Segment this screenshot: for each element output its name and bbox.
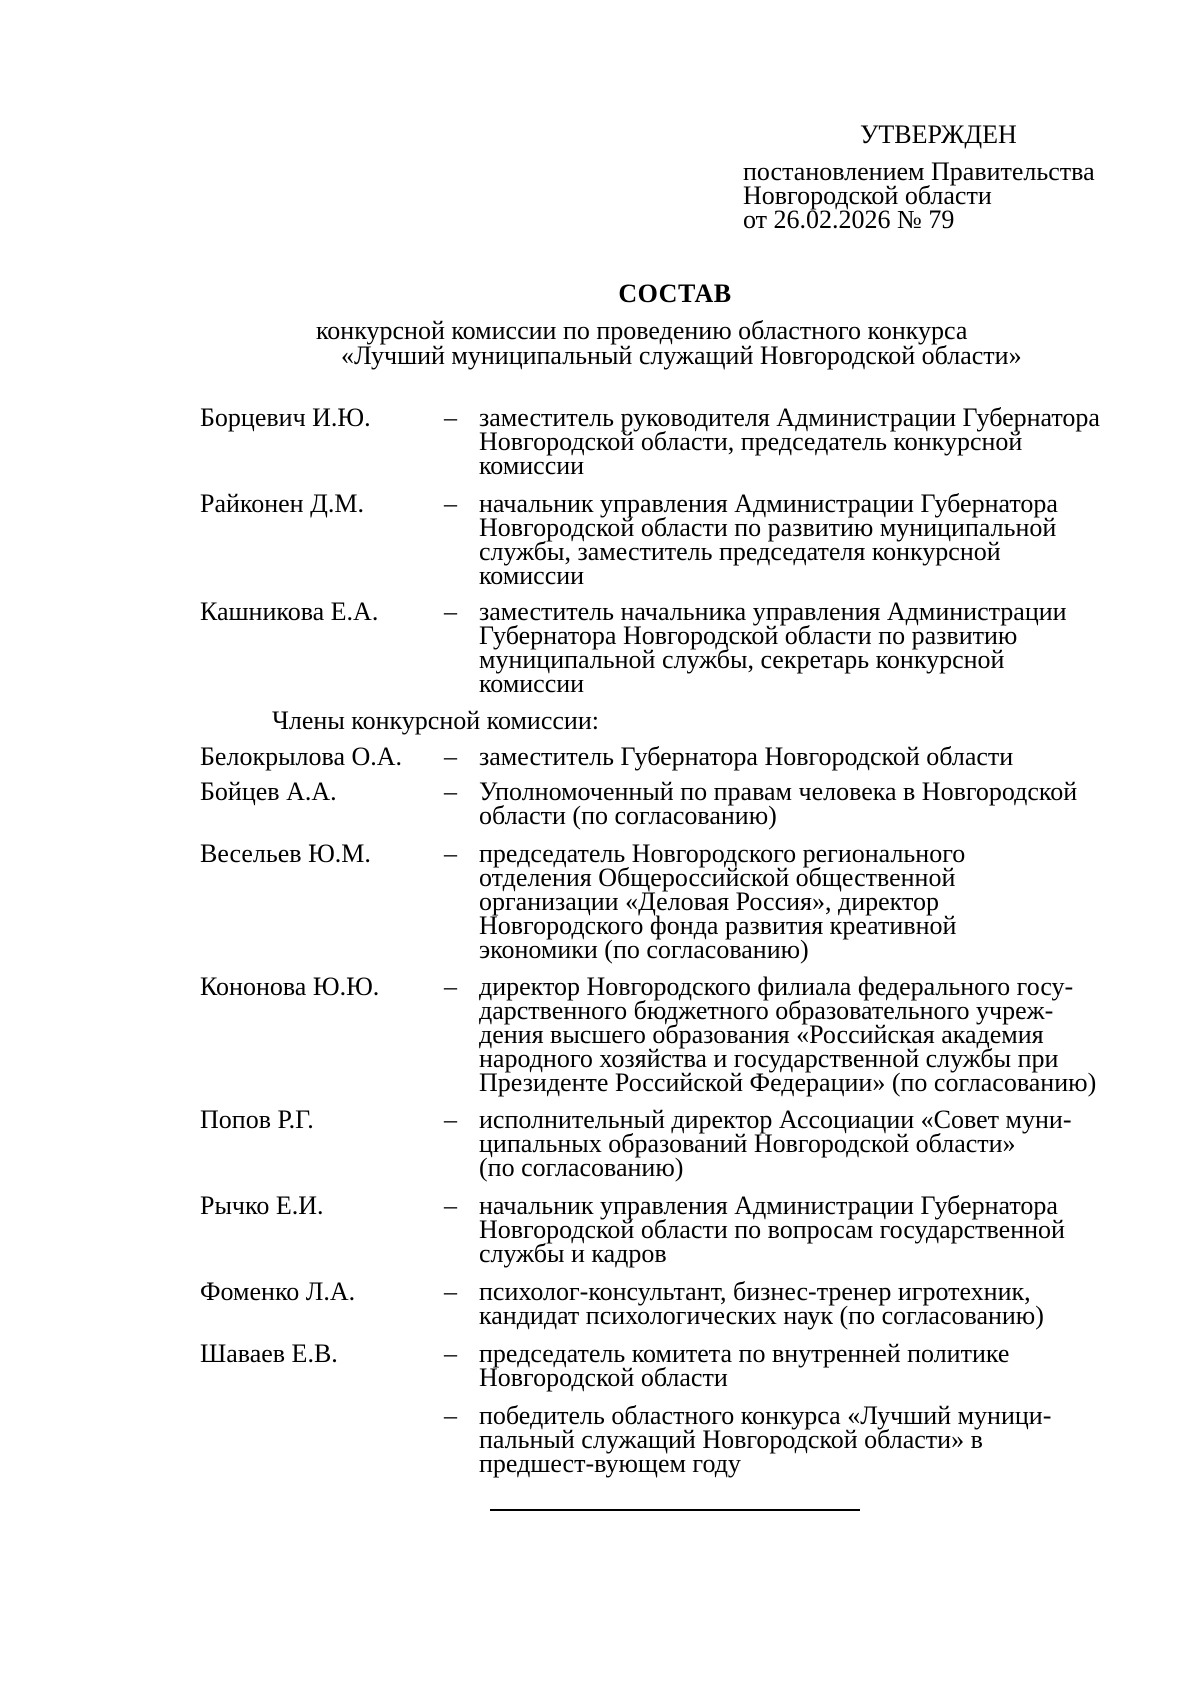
- member-role-line: области (по согласованию): [479, 801, 777, 830]
- member-role: [479, 1401, 1169, 1478]
- members-heading: Члены конкурсной комиссии:: [272, 706, 599, 735]
- member-role-line: заместитель начальника управления Администрации: [479, 597, 1067, 626]
- dash-separator: –: [444, 1401, 457, 1430]
- member-role: [479, 1105, 1169, 1182]
- member-role-line: комиссии: [479, 561, 585, 590]
- member-role: [479, 403, 1169, 480]
- member-name: Белокрылова О.А.: [200, 742, 403, 771]
- dash-separator: –: [444, 742, 457, 771]
- dash-separator: –: [444, 1277, 457, 1306]
- member-role-line: начальник управления Администрации Губернатора: [479, 1191, 1058, 1220]
- member-role-line: дения высшего образования «Российская академия: [479, 1020, 1044, 1049]
- member-role-line: кандидат психологических наук (по согласованию): [479, 1301, 1044, 1330]
- member-role: [479, 1339, 1169, 1392]
- member-role-line: службы и кадров: [479, 1239, 667, 1268]
- member-role-line: народного хозяйства и государственной службы при: [479, 1044, 1059, 1073]
- approval-line-1: постановлением Правительства: [743, 157, 1095, 186]
- member-role: [479, 972, 1169, 1097]
- dash-separator: –: [444, 1339, 457, 1368]
- document-title: СОСТАВ: [618, 279, 732, 308]
- member-role-line: муниципальной службы, секретарь конкурсной: [479, 645, 1005, 674]
- member-role-line: (по согласованию): [479, 1153, 684, 1182]
- member-name: Весельев Ю.М.: [200, 839, 371, 868]
- member-role-line: дарственного бюджетного образовательного учреж-: [479, 996, 1054, 1025]
- member-name: Райконен Д.М.: [200, 489, 364, 518]
- member-role-line: службы, заместитель председателя конкурсной: [479, 537, 1001, 566]
- member-role-line: пальный служащий Новгородской области» в: [479, 1425, 983, 1454]
- member-role-line: директор Новгородского филиала федерального госу-: [479, 972, 1074, 1001]
- member-role-line: Новгородской области по развитию муниципальной: [479, 513, 1057, 542]
- member-role-line: Новгородской области, председатель конкурсной: [479, 427, 1023, 456]
- dash-separator: –: [444, 1105, 457, 1134]
- member-role-line: исполнительный директор Ассоциации «Совет муни-: [479, 1105, 1072, 1134]
- member-role-line: ципальных образований Новгородской области»: [479, 1129, 1016, 1158]
- member-role: [479, 1191, 1169, 1268]
- member-role-line: организации «Деловая Россия», директор: [479, 887, 939, 916]
- approval-block: [743, 157, 1095, 234]
- member-role-line: председатель комитета по внутренней политике: [479, 1339, 1010, 1368]
- member-name: Рычко Е.И.: [200, 1191, 324, 1220]
- approval-heading: УТВЕРЖДЕН: [860, 120, 1017, 149]
- member-role-line: предшест-вующем году: [479, 1449, 741, 1478]
- member-role-line: председатель Новгородского регионального: [479, 839, 966, 868]
- member-role-line: психолог-консультант, бизнес-тренер игротехник,: [479, 1277, 1031, 1306]
- member-name: Фоменко Л.А.: [200, 1277, 356, 1306]
- dash-separator: –: [444, 1191, 457, 1220]
- member-role-line: Уполномоченный по правам человека в Новгородской: [479, 777, 1078, 806]
- member-role-line: заместитель Губернатора Новгородской области: [479, 742, 1014, 771]
- member-role-line: Новгородской области: [479, 1363, 728, 1392]
- member-role-line: Губернатора Новгородской области по развитию: [479, 621, 1018, 650]
- member-role-line: Президенте Российской Федерации» (по согласованию): [479, 1068, 1097, 1097]
- document-subtitle-line-2: «Лучший муниципальный служащий Новгородской области»: [341, 341, 1022, 370]
- dash-separator: –: [444, 489, 457, 518]
- member-name: Попов Р.Г.: [200, 1105, 314, 1134]
- member-role-line: комиссии: [479, 669, 585, 698]
- member-name: Кононова Ю.Ю.: [200, 972, 380, 1001]
- member-role-line: начальник управления Администрации Губернатора: [479, 489, 1058, 518]
- member-role: [479, 597, 1169, 698]
- dash-separator: –: [444, 597, 457, 626]
- member-role-line: комиссии: [479, 451, 585, 480]
- member-name: Кашникова Е.А.: [200, 597, 379, 626]
- dash-separator: –: [444, 839, 457, 868]
- member-role: [479, 489, 1169, 590]
- member-name: Борцевич И.Ю.: [200, 403, 371, 432]
- dash-separator: –: [444, 972, 457, 1001]
- document-subtitle-line-1: конкурсной комиссии по проведению областного конкурса: [316, 316, 968, 345]
- dash-separator: –: [444, 777, 457, 806]
- member-role-line: Новгородской области по вопросам государственной: [479, 1215, 1065, 1244]
- member-role-line: заместитель руководителя Администрации Губернатора: [479, 403, 1100, 432]
- member-role-line: экономики (по согласованию): [479, 935, 809, 964]
- member-role-line: Новгородского фонда развития креативной: [479, 911, 957, 940]
- member-role-line: отделения Общероссийской общественной: [479, 863, 956, 892]
- approval-line-2: Новгородской области: [743, 181, 992, 210]
- member-role: [479, 777, 1169, 830]
- member-role: [479, 1277, 1169, 1330]
- member-name: Бойцев А.А.: [200, 777, 337, 806]
- member-name: Шаваев Е.В.: [200, 1339, 338, 1368]
- member-role: [479, 742, 1169, 771]
- approval-line-3: от 26.02.2026 № 79: [743, 205, 955, 234]
- member-role: [479, 839, 1169, 964]
- dash-separator: –: [444, 403, 457, 432]
- member-role-line: победитель областного конкурса «Лучший муници-: [479, 1401, 1052, 1430]
- end-divider: [490, 1509, 860, 1511]
